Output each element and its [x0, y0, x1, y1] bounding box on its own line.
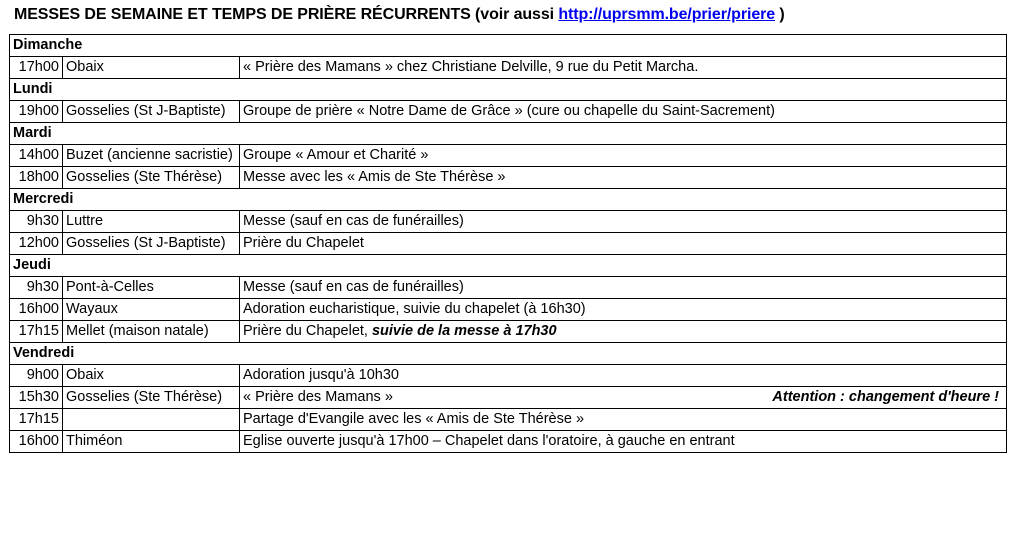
description-cell — [240, 387, 1007, 409]
description-cell: Groupe de prière « Notre Dame de Grâce » (cure ou chapelle du Saint-Sacrement) — [240, 101, 1007, 123]
description-cell: Eglise ouverte jusqu'à 17h00 – Chapelet dans l'oratoire, à gauche en entrant — [240, 431, 1007, 453]
description-cell: Messe (sauf en cas de funérailles) — [240, 211, 1007, 233]
time-cell: 9h00 — [10, 365, 63, 387]
warning-note: Attention : changement d'heure ! — [772, 389, 999, 405]
time-cell: 17h15 — [10, 321, 63, 343]
table-row — [10, 409, 1007, 431]
time-cell: 18h00 — [10, 167, 63, 189]
prayer-link[interactable]: http://uprsmm.be/prier/priere — [558, 6, 776, 23]
table-row — [10, 167, 1007, 189]
day-row — [10, 79, 1007, 101]
time-cell: 17h15 — [10, 409, 63, 431]
place-cell: Gosselies (Ste Thérèse) — [63, 167, 240, 189]
place-cell: Pont-à-Celles — [63, 277, 240, 299]
table-row — [10, 431, 1007, 453]
table-row — [10, 299, 1007, 321]
day-label-mercredi: Mercredi — [10, 189, 1007, 211]
description-cell: Prière du Chapelet — [240, 233, 1007, 255]
day-row — [10, 189, 1007, 211]
day-label-jeudi: Jeudi — [10, 255, 1007, 277]
description-cell: « Prière des Mamans » chez Christiane Delville, 9 rue du Petit Marcha. — [240, 57, 1007, 79]
page-title-text: MESSES DE SEMAINE ET TEMPS DE PRIÈRE RÉCURRENTS (voir aussi — [14, 6, 554, 23]
description-cell: Adoration jusqu'à 10h30 — [240, 365, 1007, 387]
day-label-dimanche: Dimanche — [10, 35, 1007, 57]
description-cell: Adoration eucharistique, suivie du chapelet (à 16h30) — [240, 299, 1007, 321]
time-cell: 14h00 — [10, 145, 63, 167]
place-cell: Obaix — [63, 365, 240, 387]
place-cell: Obaix — [63, 57, 240, 79]
description-cell: Messe (sauf en cas de funérailles) — [240, 277, 1007, 299]
place-cell: Gosselies (St J-Baptiste) — [63, 233, 240, 255]
table-row — [10, 321, 1007, 343]
description-text: Prière du Chapelet, — [243, 323, 368, 339]
time-cell: 19h00 — [10, 101, 63, 123]
day-label-vendredi: Vendredi — [10, 343, 1007, 365]
table-row — [10, 101, 1007, 123]
description-cell: Groupe « Amour et Charité » — [240, 145, 1007, 167]
time-cell: 9h30 — [10, 277, 63, 299]
description-cell: Partage d'Evangile avec les « Amis de Ste Thérèse » — [240, 409, 1007, 431]
table-row — [10, 387, 1007, 409]
time-cell: 16h00 — [10, 299, 63, 321]
time-cell: 15h30 — [10, 387, 63, 409]
time-cell: 12h00 — [10, 233, 63, 255]
description-cell — [240, 321, 1007, 343]
page-title-closing: ) — [775, 6, 785, 23]
day-row — [10, 255, 1007, 277]
table-row — [10, 57, 1007, 79]
time-cell: 9h30 — [10, 211, 63, 233]
place-cell: Buzet (ancienne sacristie) — [63, 145, 240, 167]
place-cell: Mellet (maison natale) — [63, 321, 240, 343]
place-cell — [63, 409, 240, 431]
time-cell: 17h00 — [10, 57, 63, 79]
table-row — [10, 233, 1007, 255]
place-cell: Wayaux — [63, 299, 240, 321]
table-row — [10, 277, 1007, 299]
page-title — [14, 6, 785, 24]
day-label-mardi: Mardi — [10, 123, 1007, 145]
place-cell: Thiméon — [63, 431, 240, 453]
table-row — [10, 211, 1007, 233]
place-cell: Gosselies (St J-Baptiste) — [63, 101, 240, 123]
description-cell: Messe avec les « Amis de Ste Thérèse » — [240, 167, 1007, 189]
description-emphasis: suivie de la messe à 17h30 — [371, 323, 557, 339]
day-row — [10, 343, 1007, 365]
description-text: « Prière des Mamans » — [243, 389, 393, 405]
place-cell: Luttre — [63, 211, 240, 233]
schedule-table — [9, 34, 1007, 453]
day-label-lundi: Lundi — [10, 79, 1007, 101]
table-row — [10, 365, 1007, 387]
time-cell: 16h00 — [10, 431, 63, 453]
table-row — [10, 145, 1007, 167]
place-cell: Gosselies (Ste Thérèse) — [63, 387, 240, 409]
day-row — [10, 123, 1007, 145]
day-row — [10, 35, 1007, 57]
